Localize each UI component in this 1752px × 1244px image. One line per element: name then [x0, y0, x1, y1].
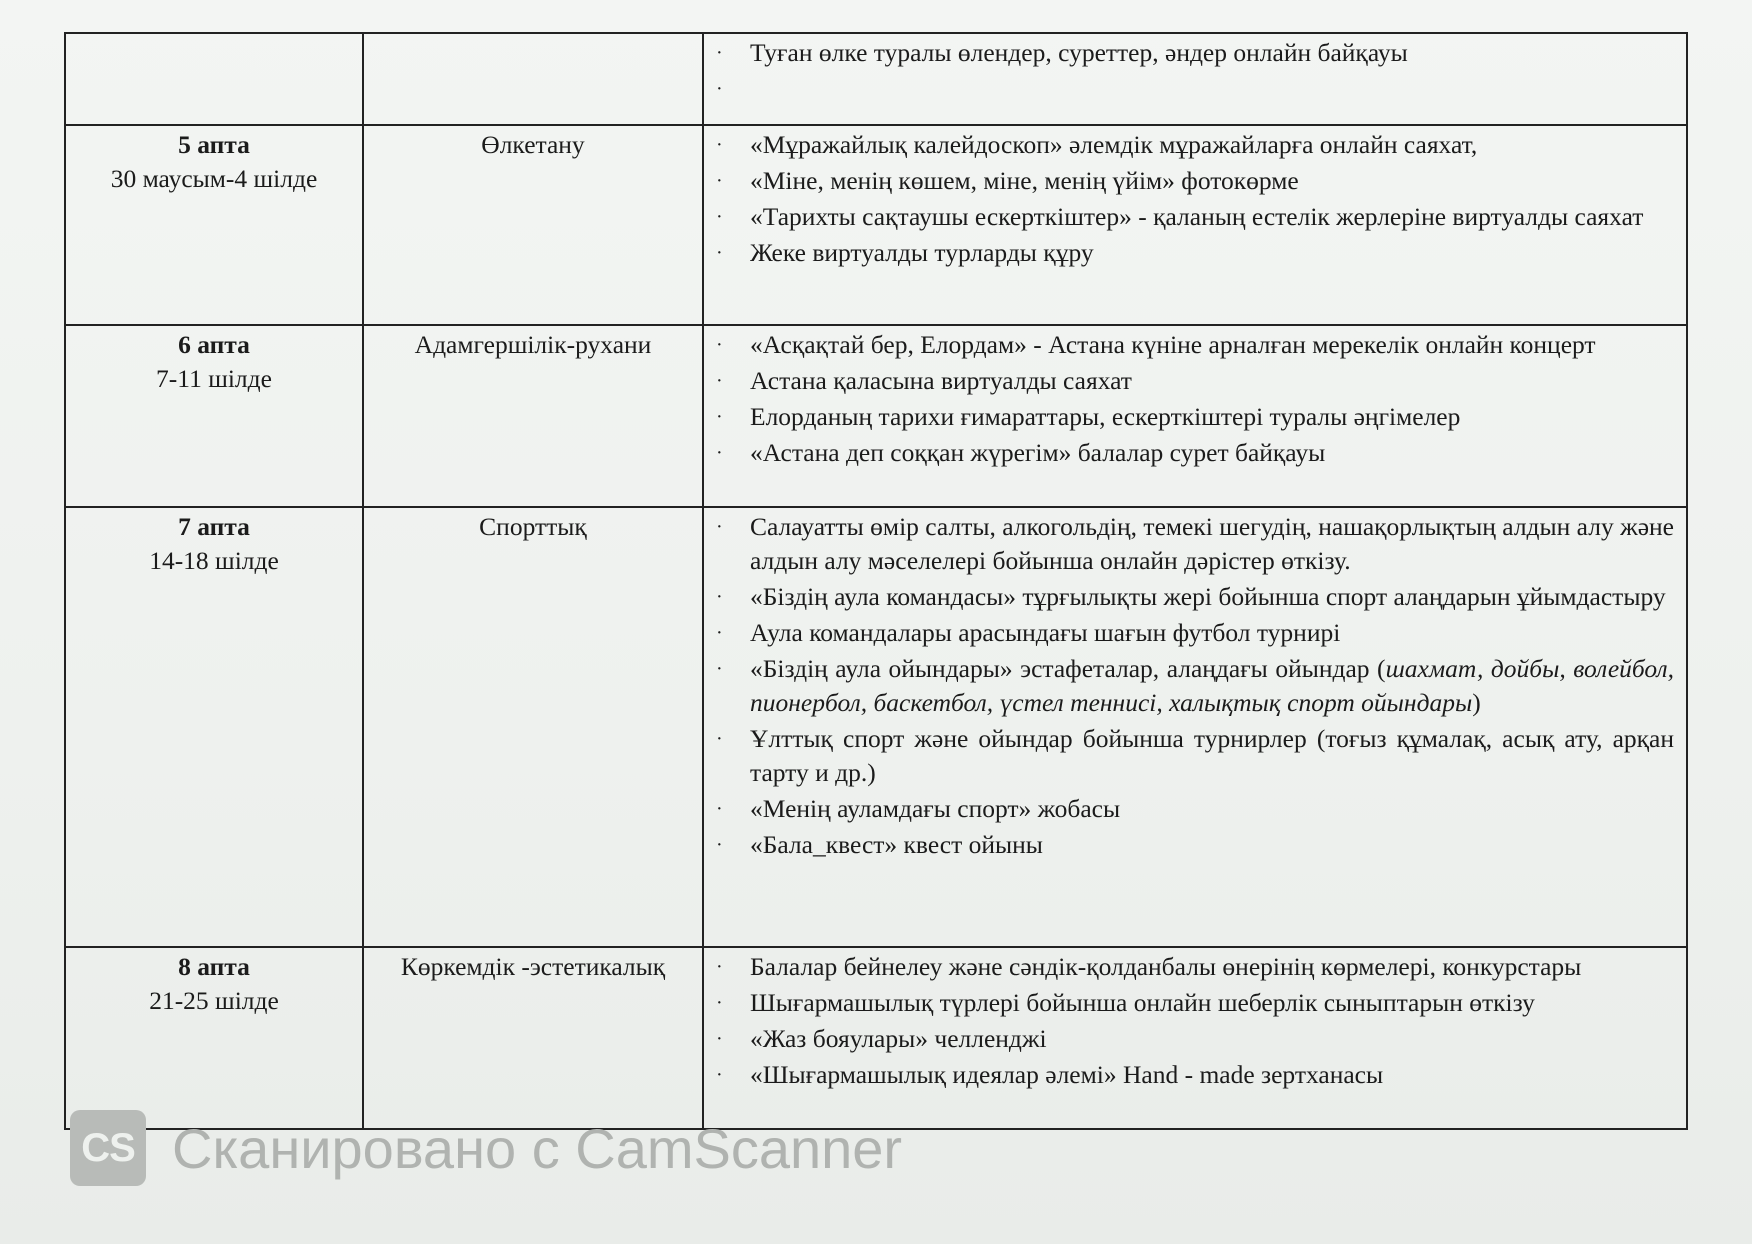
activity-text: «Бала_квест» квест ойыны	[750, 830, 1043, 859]
activity-item	[712, 828, 1674, 862]
activity-item	[712, 950, 1674, 984]
activity-text: Салауатты өмір салты, алкогольдің, темекі шегудің, нашақорлықтың алдын алу және алдын алу мәселелері бойынша онлайн дәрістер өткізу.	[750, 512, 1674, 575]
bullet-icon: ·	[716, 622, 723, 644]
bullet-icon: ·	[716, 956, 723, 978]
week-cell	[65, 125, 363, 325]
activity-item	[712, 1058, 1674, 1092]
summer-plan-table	[64, 32, 1688, 1130]
table-body	[65, 33, 1687, 1129]
activity-item	[712, 1022, 1674, 1056]
activity-text: )	[1472, 688, 1481, 717]
activity-item	[712, 436, 1674, 470]
bullet-icon: ·	[716, 658, 723, 680]
direction-cell	[363, 125, 703, 325]
activity-text: «Тарихты сақтаушы ескерткіштер» - қаланың естелік жерлеріне виртуалды саяхат	[750, 202, 1644, 231]
activity-item	[712, 236, 1674, 270]
direction-cell	[363, 33, 703, 125]
activity-text: «Мұражайлық калейдоскоп» әлемдік мұражайларға онлайн саяхат,	[750, 130, 1478, 159]
bullet-icon: ·	[716, 406, 723, 428]
week-number: 6 апта	[178, 330, 250, 359]
bullet-icon: ·	[716, 798, 723, 820]
bullet-icon: ·	[716, 1028, 723, 1050]
activity-list	[704, 948, 1686, 1098]
bullet-icon: ·	[716, 242, 723, 264]
activity-item	[712, 164, 1674, 198]
activity-text: «Астана деп соққан жүрегім» балалар сурет байқауы	[750, 438, 1326, 467]
table-row	[65, 33, 1687, 125]
activity-item	[712, 722, 1674, 790]
activity-item	[712, 128, 1674, 162]
activity-text: «Біздің аула командасы» тұрғылықты жері бойынша спорт алаңдарын ұйымдастыру	[750, 582, 1666, 611]
activity-item	[712, 652, 1674, 720]
activity-text: Жеке виртуалды турларды құру	[750, 238, 1094, 267]
activities-cell	[703, 125, 1687, 325]
camscanner-logo: CS	[70, 1110, 146, 1186]
direction-cell	[363, 947, 703, 1129]
activity-item	[712, 616, 1674, 650]
week-cell	[65, 33, 363, 125]
bullet-icon: ·	[716, 206, 723, 228]
week-dates: 21-25 шілде	[149, 986, 279, 1015]
week-number: 5 апта	[178, 130, 250, 159]
activity-text: Астана қаласына виртуалды саяхат	[750, 366, 1132, 395]
activity-list	[704, 508, 1686, 868]
bullet-icon: ·	[716, 370, 723, 392]
activity-list	[704, 34, 1686, 100]
bullet-icon: ·	[716, 134, 723, 156]
bullet-icon: ·	[716, 1064, 723, 1086]
bullet-icon: ·	[716, 78, 723, 100]
activity-item	[712, 792, 1674, 826]
activities-cell	[703, 325, 1687, 507]
activities-cell	[703, 947, 1687, 1129]
bullet-icon: ·	[716, 442, 723, 464]
bullet-icon: ·	[716, 334, 723, 356]
activity-text: «Асқақтай бер, Елордам» - Астана күніне арналған мерекелік онлайн концерт	[750, 330, 1596, 359]
camscanner-watermark	[70, 1112, 902, 1184]
table-row	[65, 507, 1687, 947]
activity-list	[704, 126, 1686, 276]
week-cell	[65, 325, 363, 507]
activity-text: «Менің ауламдағы спорт» жобасы	[750, 794, 1121, 823]
activity-text: «Шығармашылық идеялар әлемі» Hand - made зертханасы	[750, 1060, 1384, 1089]
activity-item	[712, 200, 1674, 234]
week-number: 7 апта	[178, 512, 250, 541]
watermark-text: Сканировано с CamScanner	[172, 1116, 903, 1180]
activity-text: «Міне, менің көшем, міне, менің үйім» фотокөрме	[750, 166, 1299, 195]
direction-cell	[363, 325, 703, 507]
table-row	[65, 325, 1687, 507]
bullet-icon: ·	[716, 170, 723, 192]
week-dates: 30 маусым-4 шілде	[110, 164, 318, 193]
activity-text: Туған өлке туралы өлендер, суреттер, әндер онлайн байқауы	[750, 38, 1408, 67]
bullet-icon: ·	[716, 728, 723, 750]
activity-item	[712, 510, 1674, 578]
week-cell	[65, 947, 363, 1129]
week-dates: 7-11 шілде	[156, 364, 272, 393]
activities-cell	[703, 507, 1687, 947]
direction-label: Көркемдік -эстетикалық	[400, 952, 666, 981]
activity-text: «Жаз бояулары» челленджі	[750, 1024, 1047, 1053]
activity-text: Шығармашылық түрлері бойынша онлайн шеберлік сыныптарын өткізу	[750, 988, 1535, 1017]
activity-text: «Біздің аула ойындары» эстафеталар, алаңдағы ойындар (	[750, 654, 1386, 683]
activity-list	[704, 326, 1686, 476]
direction-label: Адамгершілік-рухани	[414, 330, 652, 359]
activity-item	[712, 986, 1674, 1020]
bullet-icon: ·	[716, 516, 723, 538]
activity-item	[712, 400, 1674, 434]
direction-label: Өлкетану	[481, 130, 585, 159]
activities-cell	[703, 33, 1687, 125]
activity-text: Аула командалары арасындағы шағын футбол турнирі	[750, 618, 1341, 647]
direction-label: Спорттық	[479, 512, 587, 541]
games-list: шахмат, дойбы, волейбол, пионербол, баскетбол, үстел теннисі, халықтық спорт ойындары	[750, 654, 1674, 717]
direction-cell	[363, 507, 703, 947]
bullet-icon: ·	[716, 834, 723, 856]
activity-item	[712, 364, 1674, 398]
activity-text: Балалар бейнелеу және сәндік-қолданбалы өнерінің көрмелері, конкурстары	[750, 952, 1582, 981]
activity-text: Ұлттық спорт және ойындар бойынша турнирлер (тоғыз құмалақ, асық ату, арқан тарту и др.)	[750, 724, 1674, 787]
activity-item	[712, 328, 1674, 362]
bullet-icon: ·	[716, 586, 723, 608]
activity-text: Елорданың тарихи ғимараттары, ескерткіштері туралы әңгімелер	[750, 402, 1461, 431]
table-row	[65, 125, 1687, 325]
table-row	[65, 947, 1687, 1129]
week-number: 8 апта	[178, 952, 250, 981]
activity-item	[712, 36, 1674, 70]
bullet-icon: ·	[716, 42, 723, 64]
week-cell	[65, 507, 363, 947]
week-dates: 14-18 шілде	[149, 546, 279, 575]
activity-item	[712, 580, 1674, 614]
bullet-icon: ·	[716, 992, 723, 1014]
